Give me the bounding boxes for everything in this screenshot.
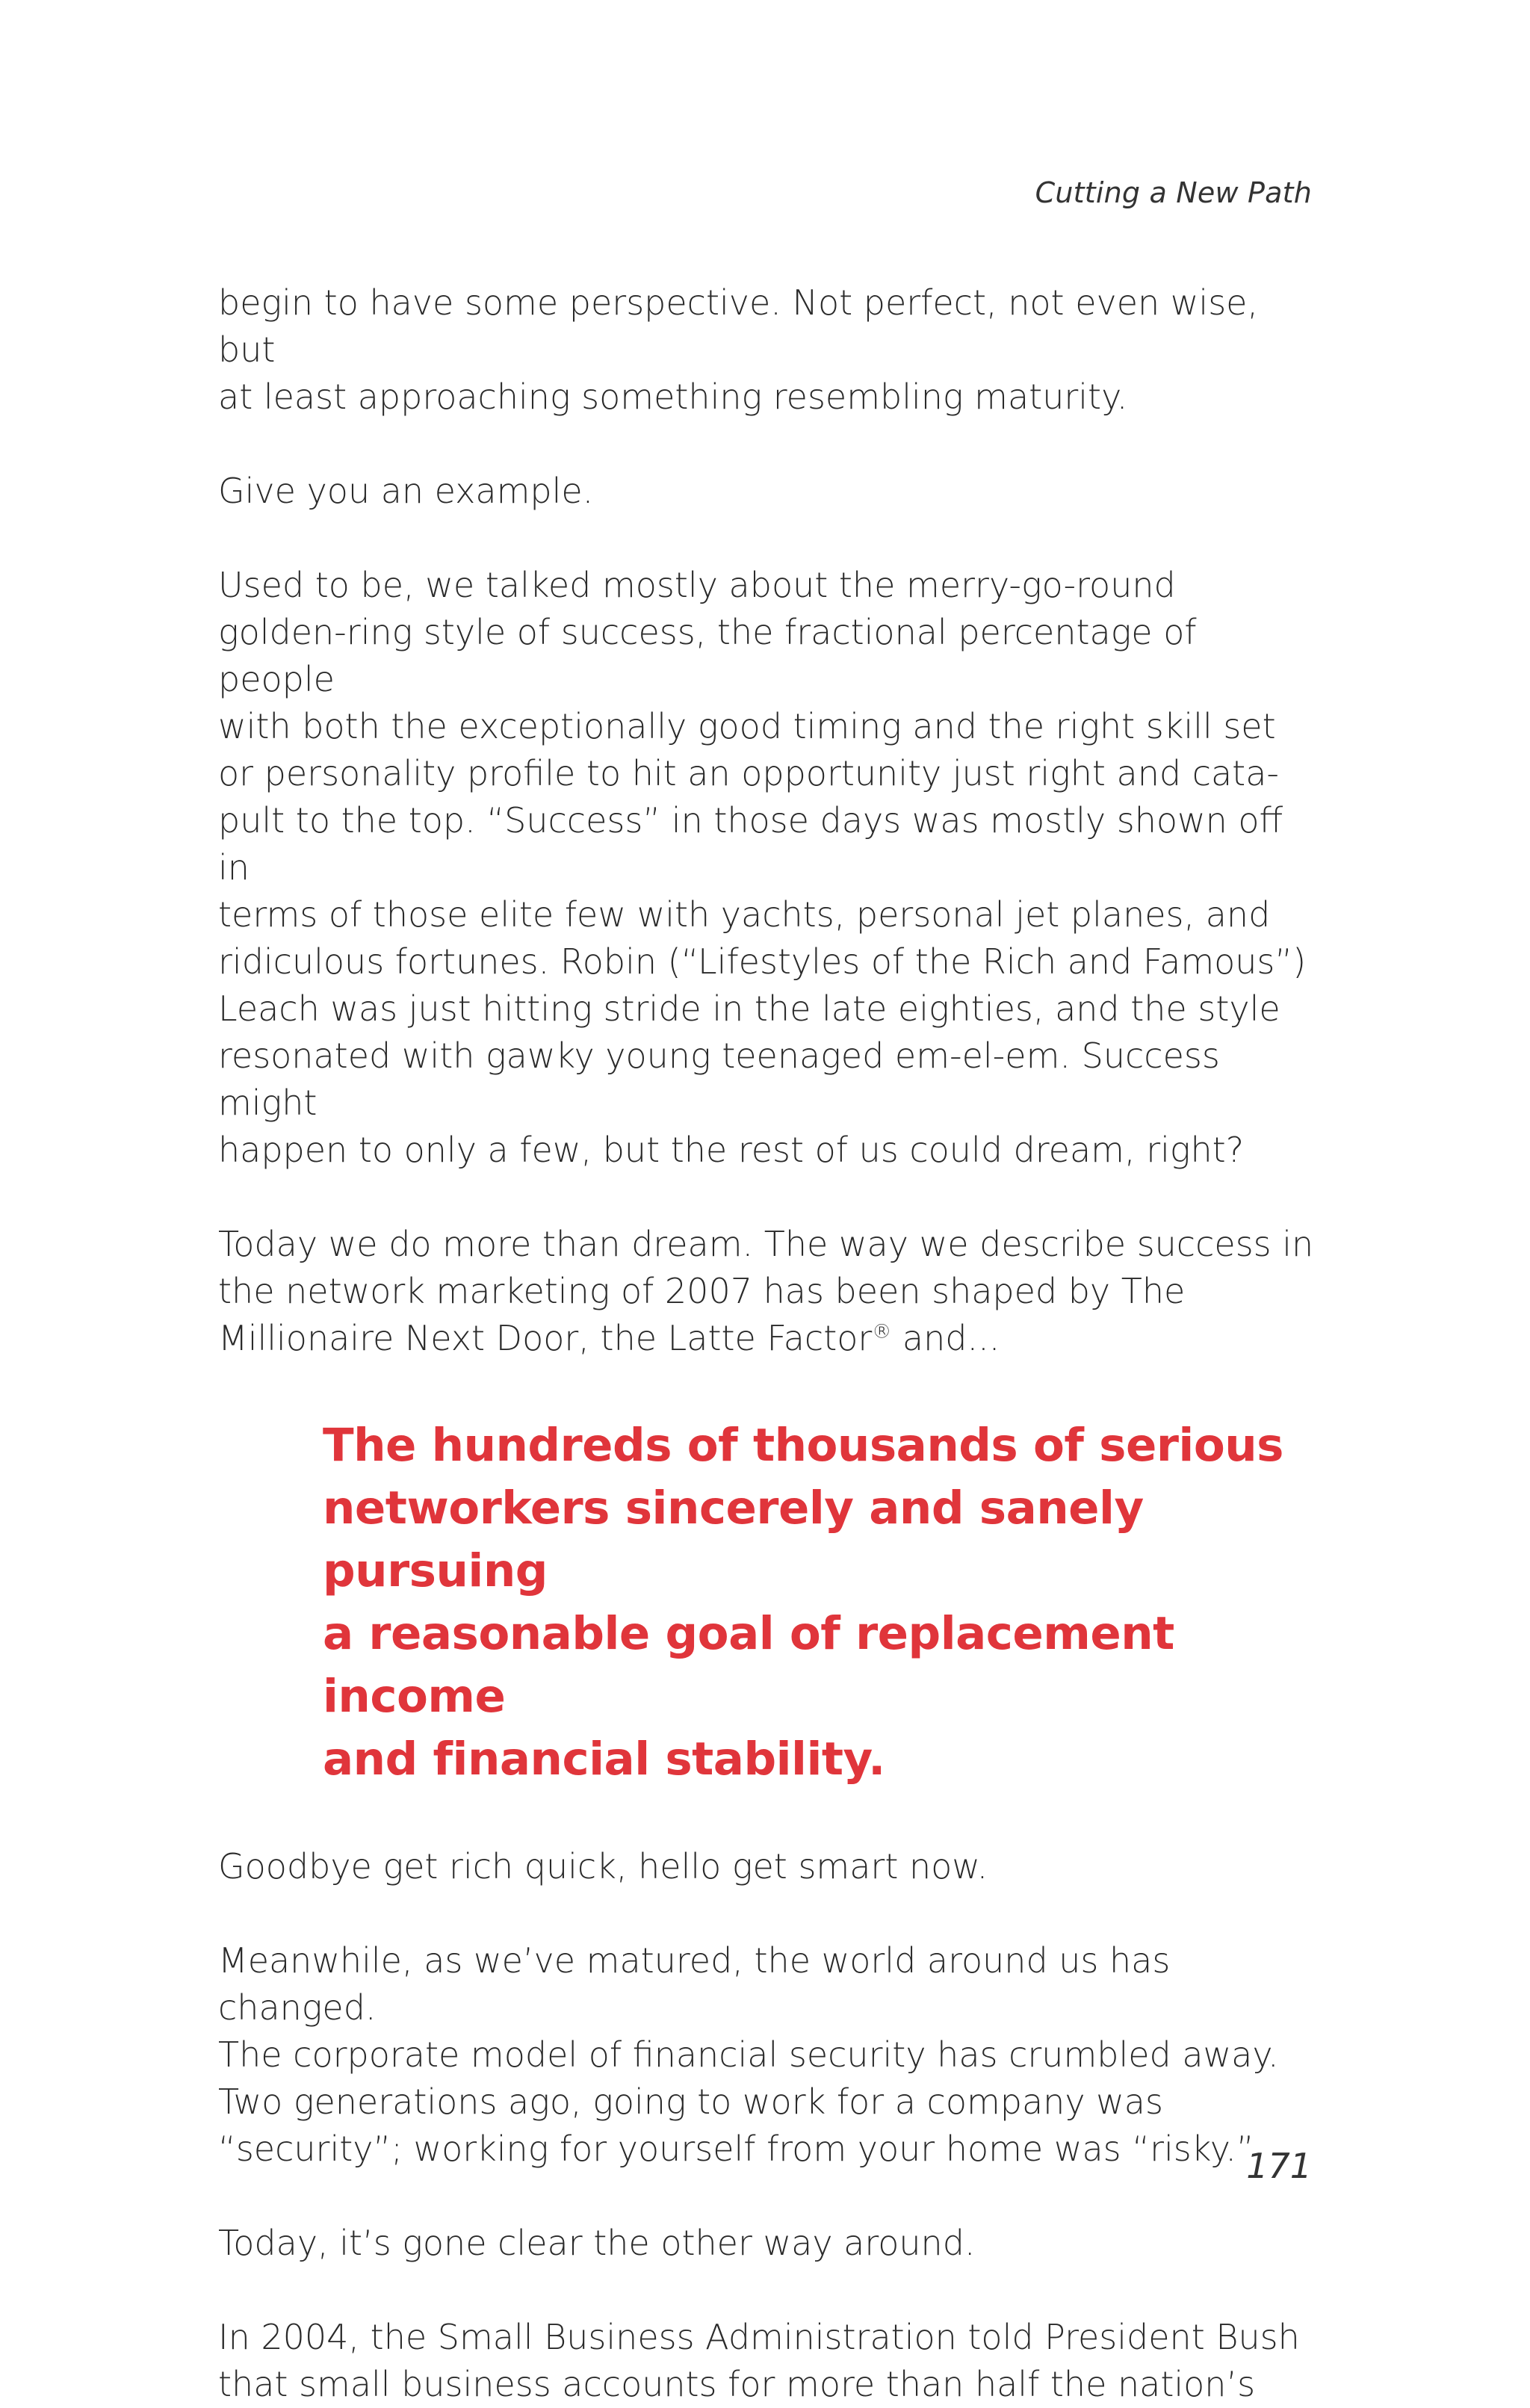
paragraph: Give you an example.	[218, 471, 594, 511]
paragraph: In 2004, the Small Business Administration told President Bush that small business accounts for more than half the nation’s	[218, 2317, 1300, 2404]
running-head: Cutting a New Path	[1035, 176, 1312, 209]
latte-text-before: Today we do more than dream. The way we describe success in the network marketing of 2007 has been shaped by The Millionaire Next Door, the Latte Factor	[218, 1224, 1314, 1358]
paragraph: Used to be, we talked mostly about the merry-go-round golden-ring style of success, the fractional percentage of people with both the exceptionally good timing and the right skill set or personality profile to hit an opportunity just right and cata- pult to the top. “Success” in those days was mostly shown off in terms of those elite few with yachts, personal jet planes, and ridiculous fortunes. Robin (“Lifestyles of the Rich and Famous”) Leach was just hitting stride in the late eighties, and the style resonated with gawky young teenaged em-el-em. Success might happen to only a few, but the rest of us could dream, right?	[218, 565, 1307, 1170]
paragraph: Today, it’s gone clear the other way around.	[218, 2223, 976, 2263]
paragraph-latte-factor	[218, 1221, 1316, 1362]
paragraph: Goodbye get rich quick, hello get smart now.	[218, 1846, 988, 1887]
page-number: 171	[1246, 2146, 1312, 2186]
paragraph: Meanwhile, as we’ve matured, the world around us has changed. The corporate model of financial security has crumbled away. Two generations ago, going to work for a company was “security”; working for yourself from your home was “risky.”	[218, 1940, 1279, 2169]
paragraph: begin to have some perspective. Not perfect, not even wise, but at least approaching something resembling maturity.	[218, 282, 1259, 417]
body-text	[218, 279, 1316, 2408]
latte-text-after: and...	[891, 1318, 1000, 1358]
pull-quote: The hundreds of thousands of serious networkers sincerely and sanely pursuing a reasonable goal of replacement income and financial stability.	[323, 1419, 1283, 1786]
registered-mark: ®	[872, 1320, 892, 1343]
